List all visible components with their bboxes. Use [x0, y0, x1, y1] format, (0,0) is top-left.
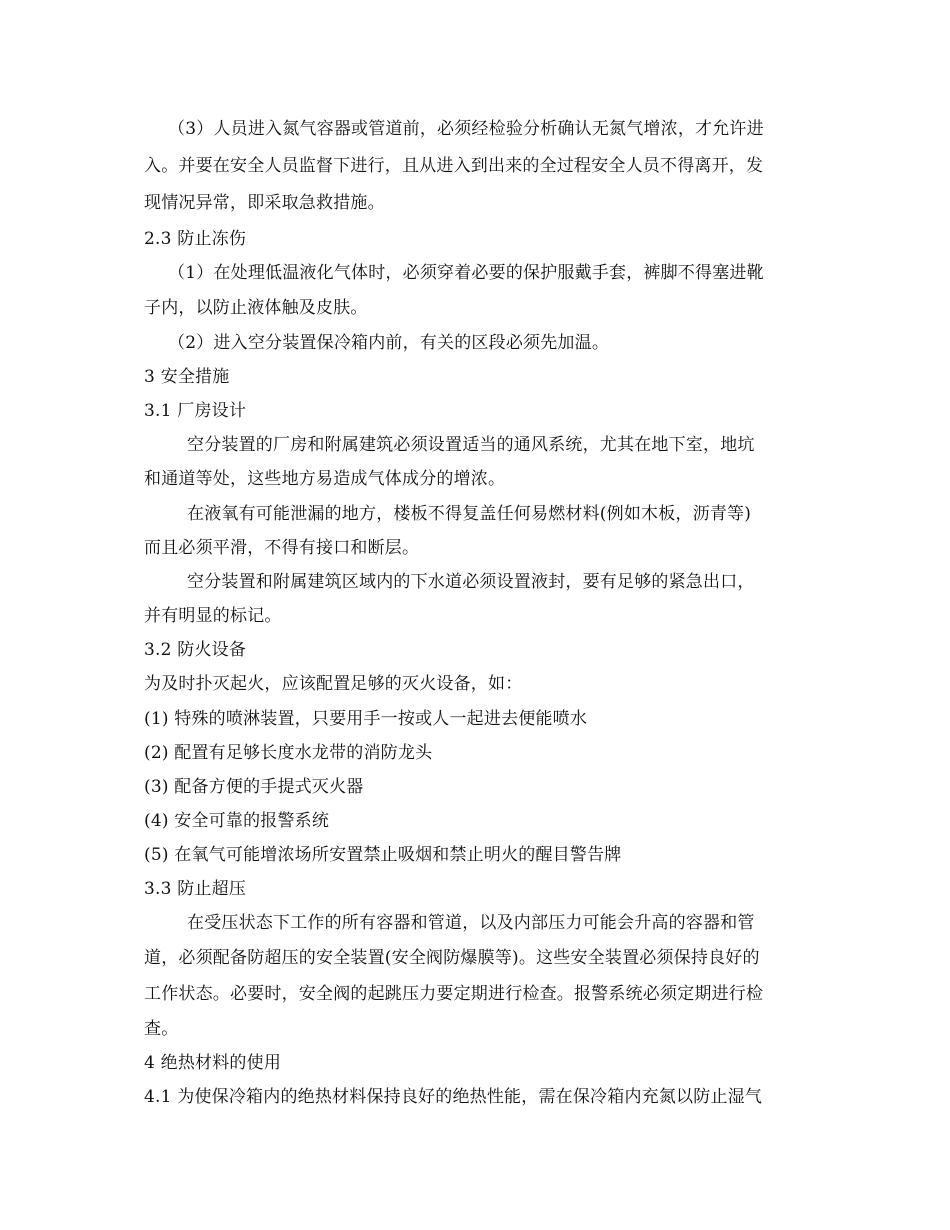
section-heading: 3 安全措施 — [144, 367, 230, 387]
section-heading: 3.2 防火设备 — [144, 640, 247, 660]
paragraph-line: 道，必须配备防超压的安全装置(安全阀防爆膜等)。这些安全装置必须保持良好的 — [144, 948, 760, 968]
paragraph-line: 查。 — [144, 1019, 179, 1039]
paragraph-line: 入。并要在安全人员监督下进行，且从进入到出来的全过程安全人员不得离开，发 — [144, 156, 764, 176]
paragraph-line: 在受压状态下工作的所有容器和管道，以及内部压力可能会升高的容器和管 — [187, 913, 755, 933]
section-heading: 4 绝热材料的使用 — [144, 1053, 282, 1073]
paragraph-line: 空分装置的厂房和附属建筑必须设置适当的通风系统，尤其在地下室，地坑 — [187, 435, 755, 455]
list-item: (3) 配备方便的手提式灭火器 — [144, 777, 364, 797]
paragraph-line: （2）进入空分装置保冷箱内前，有关的区段必须先加温。 — [168, 333, 610, 353]
paragraph-line: 和通道等处，这些地方易造成气体成分的增浓。 — [144, 469, 506, 489]
paragraph-line: （1）在处理低温液化气体时，必须穿着必要的保护服戴手套，裤脚不得塞进靴 — [168, 263, 764, 283]
paragraph-line: 而且必须平滑，不得有接口和断层。 — [144, 538, 420, 558]
paragraph-line: 工作状态。必要时，安全阀的起跳压力要定期进行检查。报警系统必须定期进行检 — [144, 984, 764, 1004]
section-heading: 2.3 防止冻伤 — [144, 229, 247, 249]
list-item: (5) 在氧气可能增浓场所安置禁止吸烟和禁止明火的醒目警告牌 — [144, 845, 622, 865]
list-item: (4) 安全可靠的报警系统 — [144, 811, 330, 831]
paragraph-line: （3）人员进入氮气容器或管道前，必须经检验分析确认无氮气增浓，才允许进 — [168, 119, 764, 139]
list-item: (2) 配置有足够长度水龙带的消防龙头 — [144, 743, 433, 763]
list-item: (1) 特殊的喷淋装置，只要用手一按或人一起进去便能喷水 — [144, 709, 588, 729]
paragraph-line: 在液氧有可能泄漏的地方，楼板不得复盖任何易燃材料(例如木板，沥青等) — [187, 504, 752, 524]
section-heading: 3.1 厂房设计 — [144, 401, 247, 421]
paragraph-line: 为及时扑灭起火，应该配置足够的灭火设备，如： — [144, 674, 523, 694]
paragraph-line: 子内，以防止液体触及皮肤。 — [144, 298, 368, 318]
paragraph-line: 4.1 为使保冷箱内的绝热材料保持良好的绝热性能，需在保冷箱内充氮以防止湿气 — [144, 1087, 763, 1107]
paragraph-line: 空分装置和附属建筑区域内的下水道必须设置液封，要有足够的紧急出口， — [187, 572, 755, 592]
paragraph-line: 并有明显的标记。 — [144, 606, 282, 626]
paragraph-line: 现情况异常，即采取急救措施。 — [144, 193, 385, 213]
section-heading: 3.3 防止超压 — [144, 879, 247, 899]
